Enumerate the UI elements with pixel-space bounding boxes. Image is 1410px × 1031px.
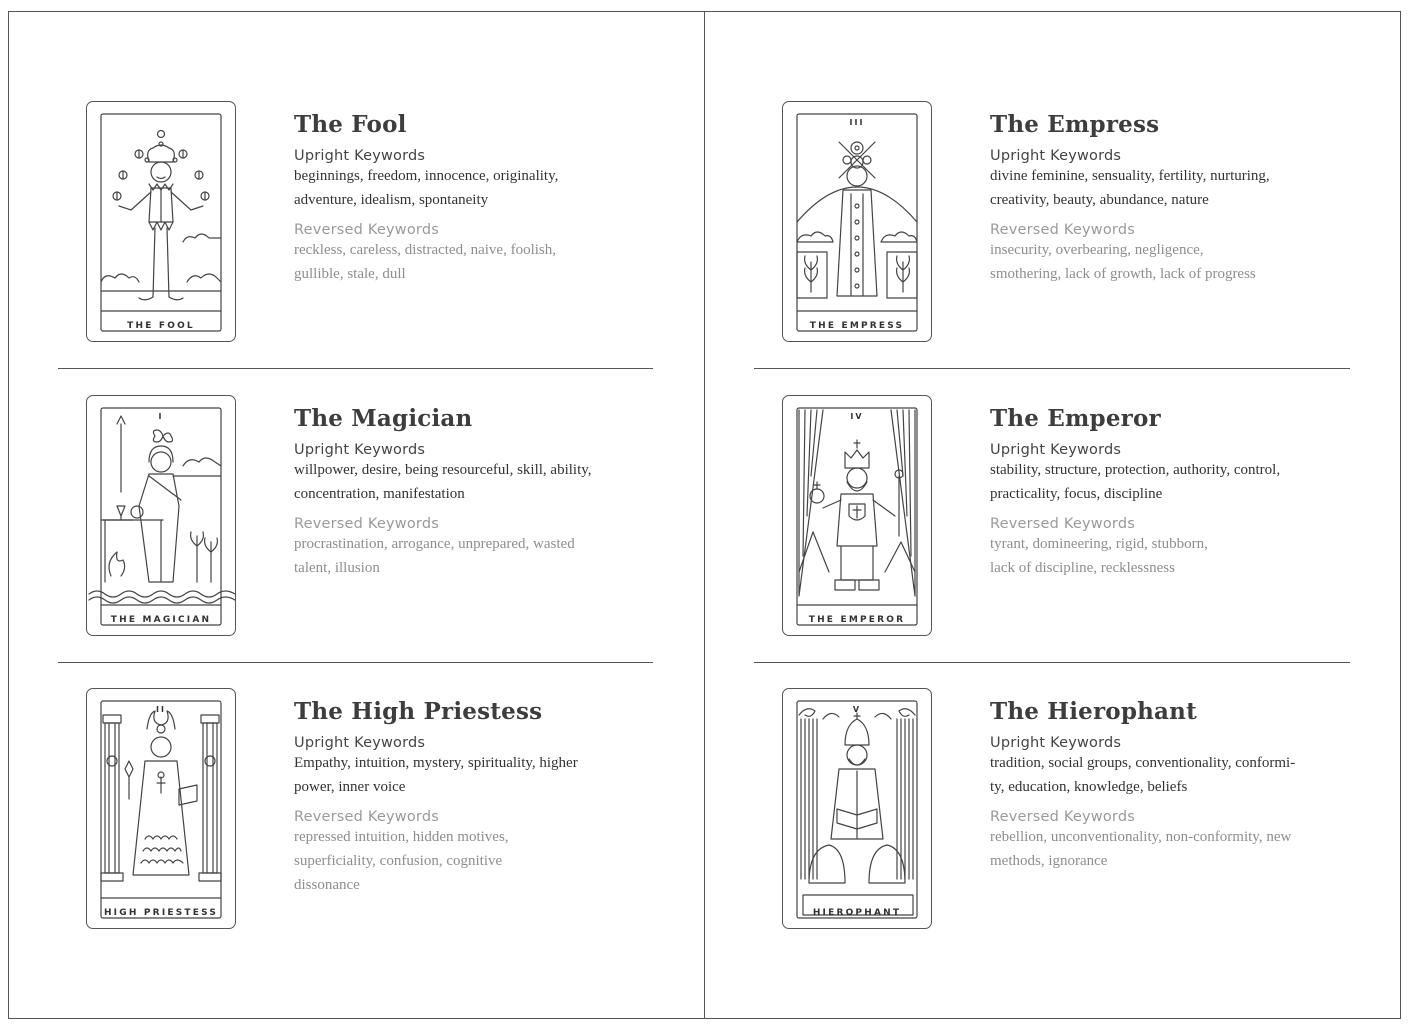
entry-the-hierophant (782, 688, 1410, 948)
reversed-keywords-line: lack of discipline, recklessness (990, 560, 1175, 576)
entry-the-fool (86, 101, 746, 361)
reversed-heading: Reversed Keywords (294, 222, 439, 238)
reversed-keywords-line: procrastination, arrogance, unprepared, wasted (294, 536, 575, 552)
tarot-card-the-magician (86, 395, 236, 636)
upright-keywords-line: tradition, social groups, conventionality, conformi- (990, 755, 1296, 771)
reversed-keywords-line: dissonance (294, 877, 360, 893)
divider-left-1 (58, 368, 653, 369)
card-description (294, 405, 624, 580)
magician-illustration (87, 396, 237, 637)
upright-heading: Upright Keywords (294, 442, 426, 458)
upright-keywords-line: adventure, idealism, spontaneity (294, 192, 489, 208)
card-title: The Empress (990, 111, 1160, 138)
hierophant-illustration (783, 689, 933, 930)
entry-the-magician (86, 395, 746, 655)
reversed-keywords-line: methods, ignorance (990, 853, 1108, 869)
upright-keywords-line: beginnings, freedom, innocence, originality, (294, 168, 559, 184)
card-label: THE EMPEROR (808, 615, 906, 625)
card-label: THE EMPRESS (809, 321, 905, 331)
upright-keywords-line: power, inner voice (294, 779, 406, 795)
reversed-keywords-line: reckless, careless, distracted, naive, foolish, (294, 242, 556, 258)
card-title: The Emperor (990, 405, 1161, 432)
entry-the-empress (782, 101, 1410, 361)
upright-keywords-line: willpower, desire, being resourceful, skill, ability, (294, 462, 592, 478)
tarot-card-the-emperor (782, 395, 932, 636)
reversed-keywords-line: rebellion, unconventionality, non-conformity, new (990, 829, 1292, 845)
card-numeral: IV (850, 412, 864, 421)
divider-left-2 (58, 662, 653, 663)
card-numeral: V (852, 705, 862, 714)
upright-keywords-line: divine feminine, sensuality, fertility, nurturing, (990, 168, 1270, 184)
card-title: The Magician (294, 405, 473, 432)
reversed-keywords-line: smothering, lack of growth, lack of progress (990, 266, 1256, 282)
upright-heading: Upright Keywords (294, 735, 426, 751)
card-description (990, 111, 1320, 286)
upright-heading: Upright Keywords (294, 148, 426, 164)
tarot-card-the-empress (782, 101, 932, 342)
reversed-keywords-line: talent, illusion (294, 560, 380, 576)
card-numeral: III (849, 118, 865, 127)
card-description (294, 698, 624, 897)
upright-keywords-line: Empathy, intuition, mystery, spirituality, higher (294, 755, 578, 771)
entry-the-high-priestess (86, 688, 746, 948)
card-label: HIEROPHANT (812, 908, 902, 918)
card-numeral: II (156, 705, 166, 714)
card-description (990, 405, 1320, 580)
reversed-keywords-line: insecurity, overbearing, negligence, (990, 242, 1204, 258)
reversed-heading: Reversed Keywords (990, 222, 1135, 238)
upright-keywords-line: practicality, focus, discipline (990, 486, 1163, 502)
tarot-card-the-fool (86, 101, 236, 342)
upright-heading: Upright Keywords (990, 442, 1122, 458)
reversed-heading: Reversed Keywords (990, 516, 1135, 532)
reversed-keywords-line: gullible, stale, dull (294, 266, 406, 282)
upright-keywords-line: ty, education, knowledge, beliefs (990, 779, 1188, 795)
high-priestess-illustration (87, 689, 237, 930)
card-description (294, 111, 624, 286)
upright-keywords-line: concentration, manifestation (294, 486, 465, 502)
upright-keywords-line: creativity, beauty, abundance, nature (990, 192, 1209, 208)
card-description (990, 698, 1320, 873)
card-title: The High Priestess (294, 698, 543, 725)
card-label: THE FOOL (127, 321, 195, 331)
divider-right-2 (754, 662, 1350, 663)
empress-illustration (783, 102, 933, 343)
tarot-card-the-hierophant (782, 688, 932, 929)
card-title: The Hierophant (990, 698, 1197, 725)
reversed-keywords-line: tyrant, domineering, rigid, stubborn, (990, 536, 1208, 552)
reversed-heading: Reversed Keywords (294, 516, 439, 532)
upright-keywords-line: stability, structure, protection, authority, control, (990, 462, 1281, 478)
upright-heading: Upright Keywords (990, 735, 1122, 751)
reversed-heading: Reversed Keywords (990, 809, 1135, 825)
card-label: THE MAGICIAN (110, 615, 212, 625)
emperor-illustration (783, 396, 933, 637)
card-numeral: I (158, 412, 164, 421)
entry-the-emperor (782, 395, 1410, 655)
card-label: HIGH PRIESTESS (103, 908, 219, 918)
reversed-keywords-line: superficiality, confusion, cognitive (294, 853, 503, 869)
upright-heading: Upright Keywords (990, 148, 1122, 164)
card-title: The Fool (294, 111, 407, 138)
reversed-heading: Reversed Keywords (294, 809, 439, 825)
tarot-card-the-high-priestess (86, 688, 236, 929)
reversed-keywords-line: repressed intuition, hidden motives, (294, 829, 509, 845)
divider-right-1 (754, 368, 1350, 369)
fool-illustration (87, 102, 237, 343)
